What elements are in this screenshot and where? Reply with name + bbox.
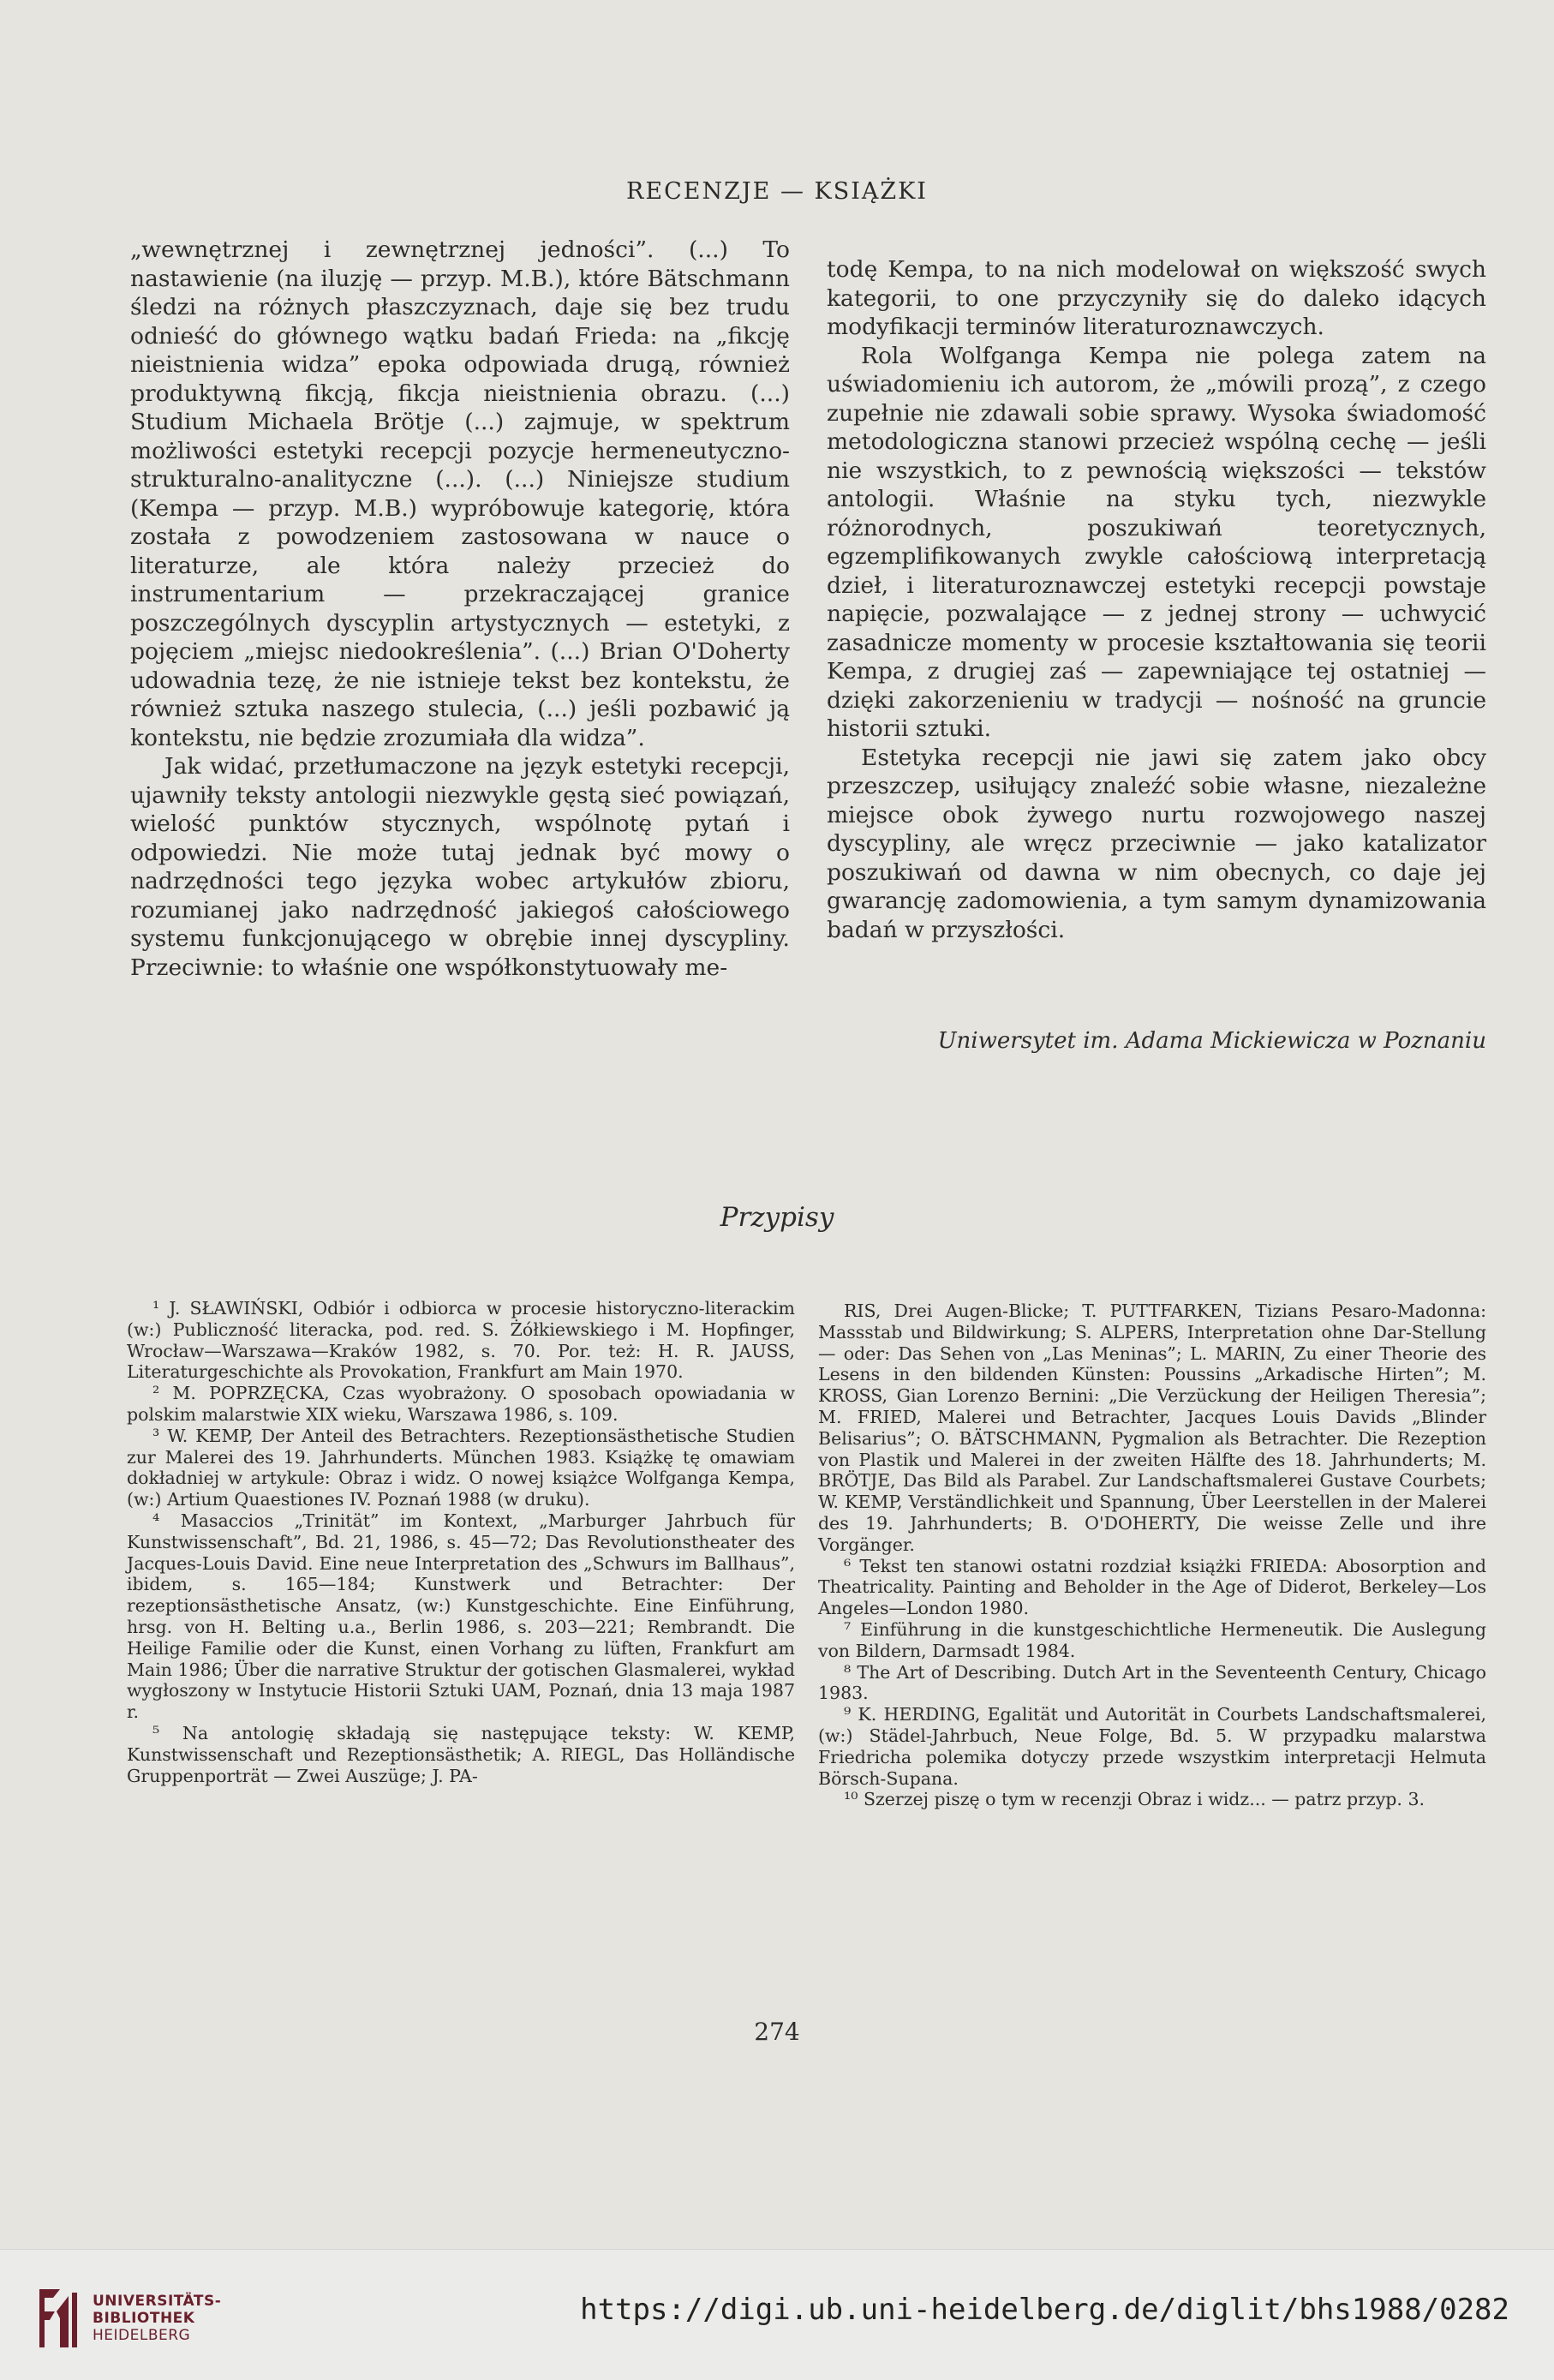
library-name-line: UNIVERSITÄTS- xyxy=(93,2293,222,2310)
footnotes-column-right xyxy=(818,1301,1486,1810)
footnotes-title: Przypisy xyxy=(720,1202,834,1233)
footnote: ⁸ The Art of Describing. Dutch Art in the Seventeenth Century, Chicago 1983. xyxy=(818,1661,1486,1704)
library-footer xyxy=(0,2249,1554,2380)
footnote: ⁵ Na antologię składają się następujące teksty: W. KEMP, Kunstwissenschaft und Rezeptionsästhetik; A. RIEGL, Das Holländische Gruppenporträt — Zwei Auszüge; J. PA- xyxy=(127,1722,795,1786)
library-name-line: BIBLIOTHEK xyxy=(93,2310,195,2327)
library-logo-icon[interactable] xyxy=(34,2286,82,2351)
footnote: ³ W. KEMP, Der Anteil des Betrachters. Rezeptionsästhetische Studien zur Malerei des 19. Jahrhunderts. München 1983. Książkę tę omawiam dokładniej w artykule: Obraz i widz. O nowej książce Wolfganga Kempa, (w:) Artium Quaestiones IV. Poznań 1988 (w druku). xyxy=(127,1425,795,1510)
library-name-line: HEIDELBERG xyxy=(93,2327,191,2344)
body-paragraph: Rola Wolfganga Kempa nie polega zatem na uświadomieniu ich autorom, że „mówili prozą”, z czego zupełnie nie zdawali sobie sprawy. Wysoka świadomość metodologiczna stanowi przecież wspólną cechę — jeśli nie wszystkich, to z pewnością większości — tekstów antologii. Właśnie na styku tych, niezwykle różnorodnych, poszukiwań teoretycznych, egzemplifikowanych zwykle całościową interpretacją dzieł, i literaturoznawczej estetyki recepcji powstaje napięcie, pozwalające — z jednej strony — uchwycić zasadnicze momenty w procesie kształtowania się teorii Kempa, z drugiej zaś — zapewniające tej ostatniej — dzięki zakorzenieniu w tradycji — nośność na gruncie historii sztuki. xyxy=(827,342,1486,742)
footnote: ⁴ Masaccios „Trinität” im Kontext, „Marburger Jahrbuch für Kunstwissenschaft”, Bd. 21, 1986, s. 45—72; Das Revolutionstheater des Jacques-Louis David. Eine neue Interpretation des „Schwurs im Ballhaus”, ibidem, s. 165—184; Kunstwerk und Betrachter: Der rezeptionsästhetische Ansatz, (w:) Kunstgeschichte. Eine Einführung, hrsg. von H. Belting u.a., Berlin 1986, s. 203—221; Rembrandt. Die Heilige Familie oder die Kunst, einen Vorhang zu lüften, Frankfurt am Main 1986; Über die narrative Struktur der gotischen Glasmalerei, wykład wygłoszony w Instytucie Historii Sztuki UAM, Poznań, dnia 13 maja 1987 r. xyxy=(127,1510,795,1723)
page-number: 274 xyxy=(754,2018,800,2046)
footnote: RIS, Drei Augen-Blicke; T. PUTTFARKEN, Tizians Pesaro-Madonna: Massstab und Bildwirkung; S. ALPERS, Interpretation ohne Dar-Stellung — oder: Das Sehen von „Las Meninas”; L. MARIN, Zu einer Theorie des Lesens in den bildenden Künsten: Poussins „Arkadische Hirten”; M. KROSS, Gian Lorenzo Bernini: „Die Verzückung der Heiligen Theresia”; M. FRIED, Malerei und Betrachter, Jacques Louis Davids „Blinder Belisarius”; O. BÄTSCHMANN, Pygmalion als Betrachter. Die Rezeption von Plastik und Malerei in der zweiten Hälfte des 18. Jahrhunderts; M. BRÖTJE, Das Bild als Parabel. Zur Landschaftsmalerei Gustave Courbets; W. KEMP, Verständlichkeit und Spannung, Über Leerstellen in der Malerei des 19. Jahrhunderts; B. O'DOHERTY, Die weisse Zelle und ihre Vorgänger. xyxy=(818,1301,1486,1555)
running-header: RECENZJE — KSIĄŻKI xyxy=(626,178,928,205)
body-paragraph: Estetyka recepcji nie jawi się zatem jako obcy przeszczep, usiłujący znaleźć sobie własne, niezależne miejsce obok żywego nurtu rozwojowego naszej dyscypliny, ale wręcz przeciwnie — jako katalizator poszukiwań od dawna w nim obecnych, co daje jej gwarancję zadomowienia, a tym samym dynamizowania badań w przyszłości. xyxy=(827,744,1486,943)
footnotes-column-left xyxy=(127,1298,795,1786)
body-paragraph: „wewnętrznej i zewnętrznej jedności”. (...) To nastawienie (na iluzję — przyp. M.B.), które Bätschmann śledzi na różnych płaszczyznach, daje się bez trudu odnieść do głównego wątku badań Frieda: na „fikcję nieistnienia widza” epoka odpowiada drugą, również produktywną fikcją, fikcja nieistnienia obrazu. (...) Studium Michaela Brötje (...) zajmuje, w spektrum możliwości estetyki recepcji pozycje hermeneutyczno-strukturalno-analityczne (...). (...) Niniejsze studium (Kempa — przyp. M.B.) wypróbowuje kategorię, która została z powodzeniem zastosowana w nauce o literaturze, ale która należy przecież do instrumentarium — przekraczającej granice poszczególnych dyscyplin artystycznych — estetyki, z pojęciem „miejsc niedookreślenia”. (...) Brian O'Doherty udowadnia tezę, że nie istnieje tekst bez kontekstu, że również sztuka naszego stulecia, (...) jeśli pozbawić ją kontekstu, nie będzie zrozumiała dla widza”. xyxy=(130,236,790,751)
library-name[interactable] xyxy=(93,2293,221,2344)
footnote: ⁷ Einführung in die kunstgeschichtliche Hermeneutik. Die Auslegung von Bildern, Darmsadt 1984. xyxy=(818,1618,1486,1661)
footnote: ² M. POPRZĘCKA, Czas wyobrażony. O sposobach opowiadania w polskim malarstwie XIX wieku, Warszawa 1986, s. 109. xyxy=(127,1383,795,1425)
page-url-link[interactable]: https://digi.ub.uni-heidelberg.de/diglit/bhs1988/0282 xyxy=(580,2293,1509,2327)
footnote: ⁶ Tekst ten stanowi ostatni rozdział książki FRIEDA: Abosorption and Theatricality. Painting and Beholder in the Age of Diderot, Berkeley—Los Angeles—London 1980. xyxy=(818,1555,1486,1619)
body-column-right xyxy=(827,255,1486,944)
author-affiliation: Uniwersytet im. Adama Mickiewicza w Poznaniu xyxy=(937,1028,1486,1054)
footnote: ⁹ K. HERDING, Egalität und Autorität in Courbets Landschaftsmalerei, (w:) Städel-Jahrbuch, Neue Folge, Bd. 5. W przypadku malarstwa Friedricha polemika dotyczy przede wszystkim interpretacji Helmuta Börsch-Supana. xyxy=(818,1704,1486,1789)
footnote: ¹⁰ Szerzej piszę o tym w recenzji Obraz i widz... — patrz przyp. 3. xyxy=(844,1789,1425,1810)
body-paragraph: todę Kempa, to na nich modelował on większość swych kategorii, to one przyczyniły się do daleko idących modyfikacji terminów literaturoznawczych. xyxy=(827,256,1486,340)
body-paragraph: Jak widać, przetłumaczone na język estetyki recepcji, ujawniły teksty antologii niezwykle gęstą sieć powiązań, wielość punktów stycznych, wspólnotę pytań i odpowiedzi. Nie może tutaj jednak być mowy o nadrzędności tego języka wobec artykułów zbioru, rozumianej jako nadrzędność jakiegoś całościowego systemu funkcjonującego w obrębie innej dyscypliny. Przeciwnie: to właśnie one współkonstytuowały me- xyxy=(130,753,790,981)
footnote: ¹ J. SŁAWIŃSKI, Odbiór i odbiorca w procesie historyczno-literackim (w:) Publiczność literacka, pod. red. S. Żółkiewskiego i M. Hopfinger, Wrocław—Warszawa—Kraków 1982, s. 70. Por. też: H. R. JAUSS, Literaturgeschichte als Provokation, Frankfurt am Main 1970. xyxy=(127,1298,795,1383)
body-column-left xyxy=(130,236,790,982)
